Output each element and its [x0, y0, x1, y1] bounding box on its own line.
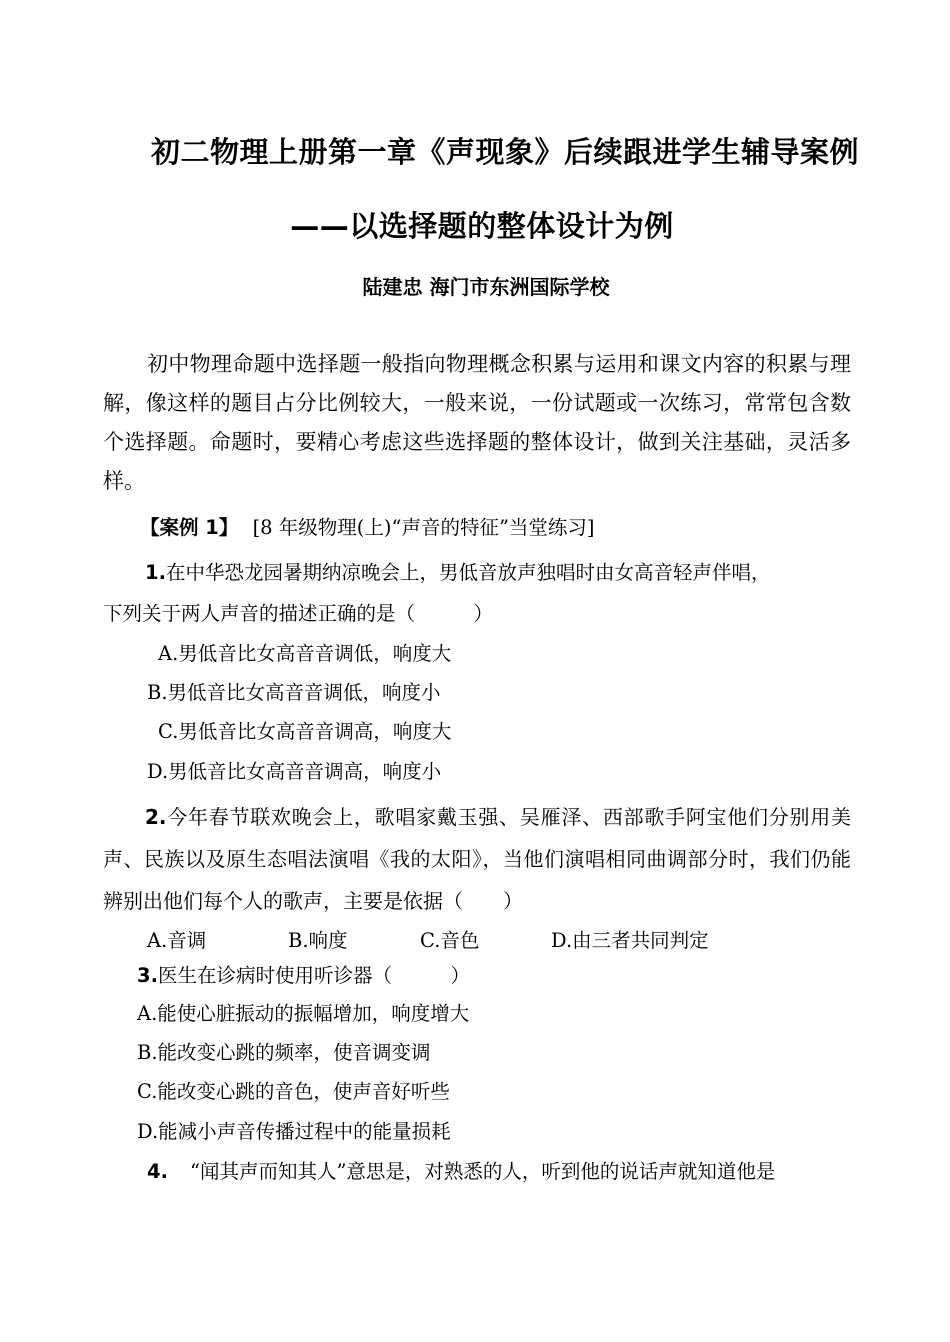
q1-stem-line1 — [145, 560, 771, 586]
document-title: 初二物理上册第一章《声现象》后续跟进学生辅导案例 — [150, 135, 859, 169]
q2-stem — [103, 796, 851, 922]
q4-stem — [147, 1159, 775, 1185]
q3-stem — [137, 963, 470, 989]
q2-option-b: B.响度 — [288, 929, 348, 952]
q2-option-c: C.音色 — [420, 929, 480, 952]
author-line: 陆建忠 海门市东洲国际学校 — [362, 275, 610, 299]
q1-text-line1: 在中华恐龙园暑期纳凉晚会上，男低音放声独唱时由女高音轻声伴唱， — [165, 561, 771, 584]
q3-option-a: A.能使心脏振动的振幅增加，响度增大 — [137, 1002, 470, 1025]
q3-text: 医生在诊病时使用听诊器（ ） — [157, 964, 470, 987]
case-label: 【案例 1】 — [140, 516, 239, 539]
intro-text: 初中物理命题中选择题一般指向物理概念积累与运用和课文内容的积累与理解，像这样的题目占分比例较大，一般来说，一份试题或一次练习，常常包含数个选择题。命题时，要精心考虑这些选择题的整体设计，做到关注基础，灵活多样。 — [103, 352, 851, 493]
q3-option-d: D.能减小声音传播过程中的能量损耗 — [137, 1120, 451, 1143]
q1-option-c: C.男低音比女高音音调高，响度大 — [158, 720, 452, 743]
q1-option-d: D.男低音比女高音音调高，响度小 — [147, 760, 442, 783]
q4-text: “闻其声而知其人”意思是，对熟悉的人，听到他的说话声就知道他是 — [189, 1160, 776, 1183]
q2-number: 2. — [145, 805, 167, 829]
q2-option-d: D.由三者共同判定 — [551, 929, 709, 952]
q4-number: 4. — [147, 1160, 168, 1183]
q1-option-b: B.男低音比女高音音调低，响度小 — [147, 681, 441, 704]
case-heading — [140, 515, 595, 541]
q2-text: 今年春节联欢晚会上，歌唱家戴玉强、吴雁泽、西部歌手阿宝他们分别用美声、民族以及原生态唱法演唱《我的太阳》，当他们演唱相同曲调部分时，我们仍能辨别出他们每个人的歌声，主要是依据（ ） — [103, 805, 851, 913]
document-subtitle: ——以选择题的整体设计为例 — [290, 209, 674, 243]
q3-option-c: C.能改变心跳的音色，使声音好听些 — [137, 1080, 450, 1103]
q3-number: 3. — [137, 964, 158, 987]
q2-option-a: A.音调 — [147, 929, 207, 952]
q1-stem-line2: 下列关于两人声音的描述正确的是（ ） — [103, 602, 494, 625]
case-description: [8 年级物理(上)“声音的特征”当堂练习] — [252, 516, 595, 539]
q3-option-b: B.能改变心跳的频率，使音调变调 — [137, 1041, 431, 1064]
q1-number: 1. — [145, 561, 166, 584]
intro-paragraph — [103, 345, 851, 501]
q1-option-a: A.男低音比女高音音调低，响度大 — [158, 642, 452, 665]
